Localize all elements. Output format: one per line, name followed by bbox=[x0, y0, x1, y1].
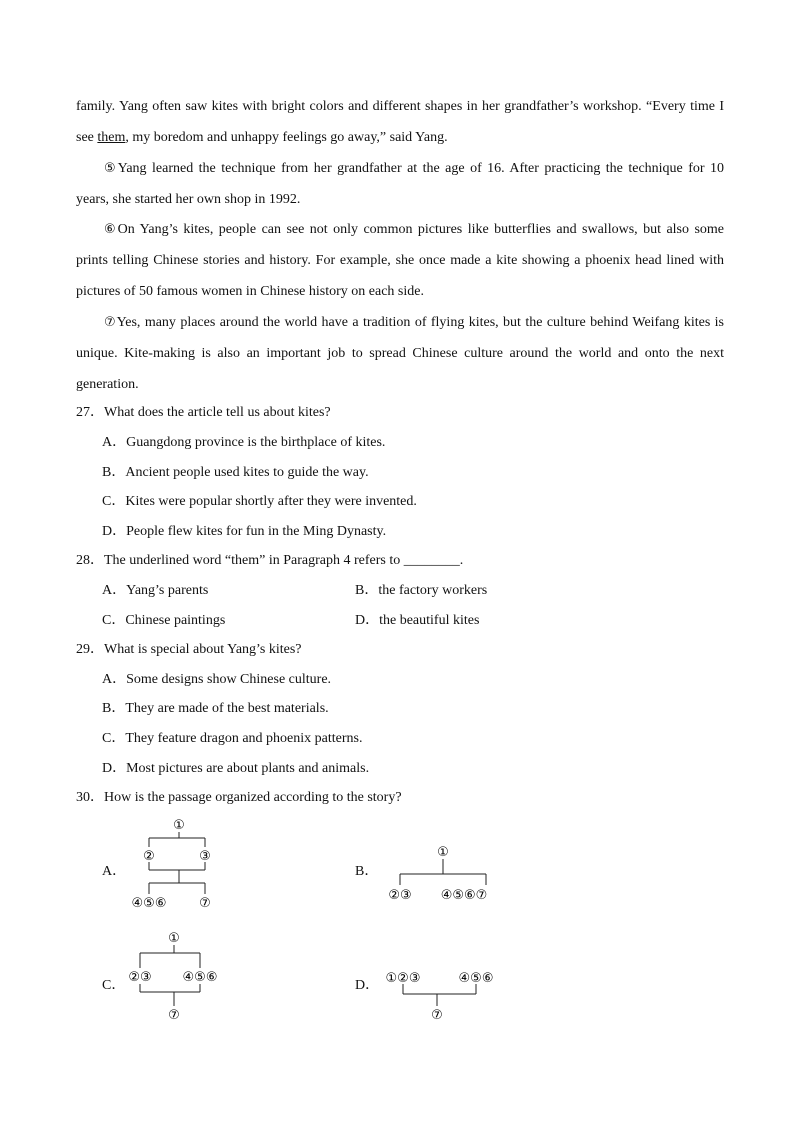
paragraph-number: ⑦ bbox=[104, 315, 117, 330]
structure-diagram-b[interactable] bbox=[378, 840, 508, 906]
paragraph-5 bbox=[76, 153, 724, 215]
question-29-option-a[interactable]: A．Some designs show Chinese culture. bbox=[102, 672, 332, 687]
paragraph-4-text: family. Yang often saw kites with bright colors and different shapes in her grandfather’s workshop. “Every time I see bbox=[76, 99, 724, 145]
question-28-option-b[interactable]: B．the factory workers bbox=[355, 583, 488, 598]
question-27-option-b[interactable]: B．Ancient people used kites to guide the way. bbox=[102, 465, 369, 480]
structure-diagram-a[interactable] bbox=[120, 812, 230, 912]
question-30-option-a-label[interactable]: A． bbox=[102, 864, 127, 879]
question-30-option-d-label[interactable]: D． bbox=[355, 978, 380, 993]
question-29-option-c[interactable]: C．They feature dragon and phoenix patterns. bbox=[102, 731, 363, 746]
question-28-stem: 28．The underlined word “them” in Paragraph 4 refers to ________. bbox=[76, 553, 464, 568]
question-30-option-c-label[interactable]: C． bbox=[102, 978, 126, 993]
diagram-a-node-3: ③ bbox=[199, 849, 211, 864]
paragraph-number: ⑤ bbox=[104, 161, 118, 176]
structure-diagram-d[interactable] bbox=[378, 966, 508, 1026]
diagram-b-node-1: ① bbox=[437, 845, 449, 860]
diagram-b-node-2-3: ②③ bbox=[388, 888, 412, 903]
underlined-word-them: them bbox=[97, 130, 126, 145]
diagram-c-node-7: ⑦ bbox=[168, 1008, 180, 1023]
paragraph-4 bbox=[76, 91, 724, 153]
paragraph-7-text: Yes, many places around the world have a tradition of flying kites, but the culture behind Weifang kites is unique. Kite-making is also an important job to spread Chinese culture around the world and onto the next generation. bbox=[76, 315, 725, 392]
paragraph-6-text: On Yang’s kites, people can see not only common pictures like butterflies and swallows, but also some prints telling Chinese stories and history. For example, she once made a kite showing a phoenix head lined with pictures of 50 famous women in Chinese history on each side. bbox=[76, 222, 725, 299]
paragraph-number: ⑥ bbox=[104, 222, 118, 237]
paragraph-4-text-end: , my boredom and unhappy feelings go away,” said Yang. bbox=[125, 130, 448, 145]
paragraph-6 bbox=[76, 214, 724, 307]
structure-diagram-c[interactable] bbox=[120, 926, 230, 1026]
diagram-d-node-1-3: ①②③ bbox=[385, 971, 421, 986]
question-29-stem: 29．What is special about Yang’s kites? bbox=[76, 642, 302, 657]
paragraph-7 bbox=[76, 307, 724, 400]
diagram-a-node-2: ② bbox=[143, 849, 155, 864]
question-30-option-b-label[interactable]: B． bbox=[355, 864, 379, 879]
question-27-stem: 27．What does the article tell us about kites? bbox=[76, 405, 331, 420]
diagram-d-node-4-6: ④⑤⑥ bbox=[458, 971, 494, 986]
paragraph-5-text: Yang learned the technique from her grandfather at the age of 16. After practicing the technique for 10 years, she started her own shop in 1992. bbox=[76, 161, 725, 207]
question-27-option-d[interactable]: D．People flew kites for fun in the Ming Dynasty. bbox=[102, 524, 387, 539]
question-29-option-d[interactable]: D．Most pictures are about plants and animals. bbox=[102, 761, 370, 776]
question-29-option-b[interactable]: B．They are made of the best materials. bbox=[102, 701, 329, 716]
diagram-a-node-4-6: ④⑤⑥ bbox=[131, 896, 167, 911]
question-27-option-a[interactable]: A．Guangdong province is the birthplace of kites. bbox=[102, 435, 386, 450]
question-28-option-d[interactable]: D．the beautiful kites bbox=[355, 613, 480, 628]
diagram-c-node-4-6: ④⑤⑥ bbox=[182, 970, 218, 985]
diagram-a-node-7: ⑦ bbox=[199, 896, 211, 911]
diagram-b-node-4-7: ④⑤⑥⑦ bbox=[440, 888, 488, 903]
question-27-option-c[interactable]: C．Kites were popular shortly after they were invented. bbox=[102, 494, 417, 509]
diagram-c-node-2-3: ②③ bbox=[128, 970, 152, 985]
question-28-option-c[interactable]: C．Chinese paintings bbox=[102, 613, 226, 628]
question-28-option-a[interactable]: A．Yang’s parents bbox=[102, 583, 209, 598]
question-30-stem: 30．How is the passage organized according to the story? bbox=[76, 790, 402, 805]
diagram-a-node-1: ① bbox=[173, 818, 185, 833]
diagram-d-node-7: ⑦ bbox=[431, 1008, 443, 1023]
diagram-c-node-1: ① bbox=[168, 931, 180, 946]
